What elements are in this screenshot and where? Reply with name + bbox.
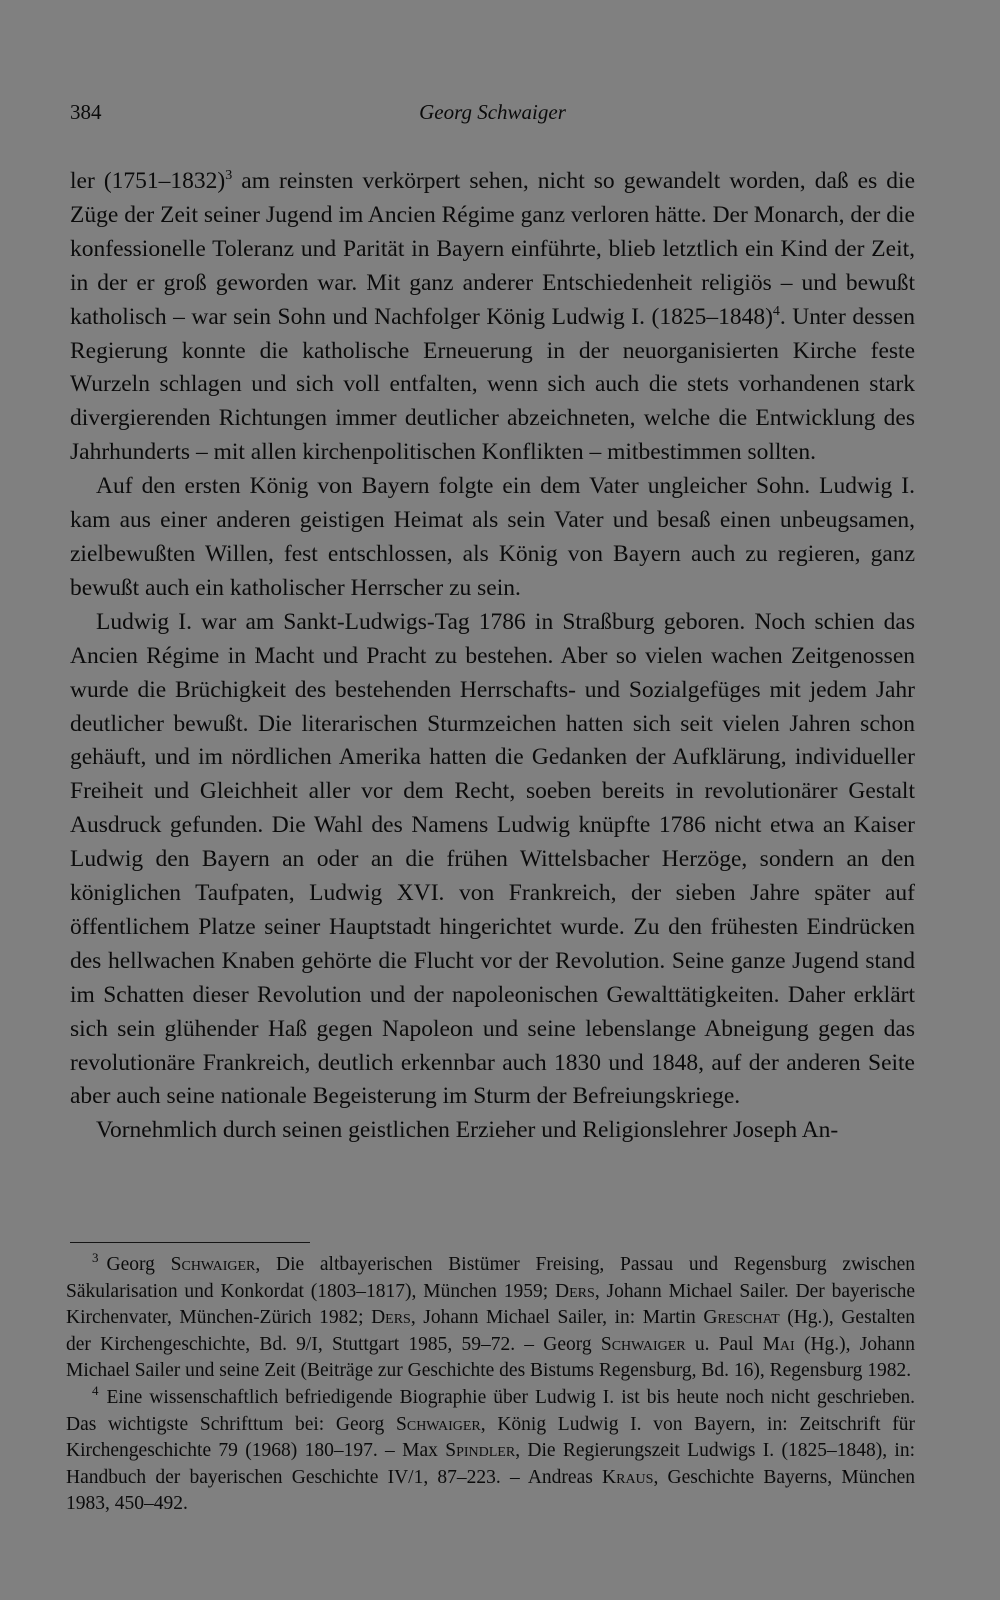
footnote-number: 4 [92,1382,99,1398]
footnote-text-run: , Die Regierungszeit Ludwigs I. (1825–1848), in: Handbuch der bayerischen Geschichte IV/1, 87–223. – Andreas [66,1440,915,1488]
author-name: Kraus [602,1466,654,1488]
main-text [70,165,915,1148]
author-name: Schwaiger [396,1413,481,1435]
author-name: Schwaiger [170,1254,256,1275]
footnote-text-run: , König Ludwig I. von Bayern, in: Zeitschrift für Kirchengeschichte 79 (1968) 180–197. – Max [66,1413,915,1462]
footnote-text-run: , Johann Michael Sailer, in: Martin [410,1307,704,1329]
footnote-text-run: , Johann Michael Sailer. Der bayerische Kirchenvater, München-Zürich 1982; [66,1280,915,1329]
page-header [70,100,915,134]
footnote-text [66,1387,915,1514]
footnote-3 [66,1252,915,1385]
author-name: Ders [371,1307,411,1329]
footnote-text-run: u. Paul [685,1333,763,1355]
paragraph-1 [70,165,915,470]
author-name: Spindler [445,1440,516,1462]
footnote-number: 3 [92,1250,99,1265]
author-name: Ders [555,1280,595,1302]
footnote-text-run: (Hg.), Johann Michael Sailer und seine Zeit (Beiträge zur Geschichte des Bistums Regensburg, Bd. 16), Regensburg 1982. [66,1333,915,1382]
running-head: Georg Schwaiger [419,100,566,124]
footnote-text [66,1254,915,1381]
paragraph-4: Vornehmlich durch seinen geistlichen Erzieher und Religionslehrer Joseph An- [96,1117,839,1144]
footnote-rule [70,1242,310,1243]
footnote-text-run: Eine wissenschaftlich befriedigende Biographie über Ludwig I. ist bis heute noch nicht geschrieben. Das wichtigste Schrifttum bei: Georg [66,1386,915,1435]
author-name: Mai [762,1333,795,1355]
footnotes [66,1252,915,1518]
footnote-text-run: , Geschichte Bayerns, München 1983, 450–492. [66,1466,915,1515]
paragraph-3: Ludwig I. war am Sankt-Ludwigs-Tag 1786 in Straßburg geboren. Noch schien das Ancien Régime in Macht und Pracht zu bestehen. Aber so vielen wachen Zeitgenossen wurde die Brüchigkeit des bestehenden Herrschafts- und Sozialgefüges mit jedem Jahr deutlicher bewußt. Die literarischen Sturmzeichen hatten sich seit vielen Jahren schon gehäuft, und im nördlichen Amerika hatten die Gedanken der Aufklärung, individueller Freiheit und Gleichheit aller vor dem Recht, soeben bereits in revolutionärer Gestalt Ausdruck gefunden. Die Wahl des Namens Ludwig knüpfte 1786 nicht etwa an Kaiser Ludwig den Bayern an oder an die frühen Wittelsbacher Herzöge, sondern an den königlichen Taufpaten, Ludwig XVI. von Frankreich, der sieben Jahre später auf öffentlichem Platze seiner Hauptstadt hingerichtet wurde. Zu den frühesten Eindrücken des hellwachen Knaben gehörte die Flucht vor der Revolution. Seine ganze Jugend stand im Schatten dieser Revolution und der napoleonischen Gewalttätigkeiten. Daher erklärt sich sein glühender Haß gegen Napoleon und seine lebenslange Abneigung gegen das revolutionäre Frankreich, deutlich erkennbar auch 1830 und 1848, auf der anderen Seite aber auch seine nationale Begeisterung im Sturm der Befreiungskriege. [70,608,915,1110]
paragraph-1-part-b: am reinsten verkörpert sehen, nicht so gewandelt worden, daß es die Züge der Zeit seiner Jugend im Ancien Régime ganz verloren hätte. Der Monarch, der die konfessionelle Toleranz und Parität in Bayern einführte, blieb letztlich ein Kind der Zeit, in der er groß geworden war. Mit ganz anderer Entschiedenheit religiös – und bewußt katholisch – war sein Sohn und Nachfolger König Ludwig I. (1825–1848) [70,168,916,330]
author-name: Schwaiger [600,1333,686,1355]
footnote-4 [66,1382,915,1518]
footnote-ref-4: 4 [772,303,780,319]
author-name: Greschat [703,1307,780,1329]
paragraph-2: Auf den ersten König von Bayern folgte ein dem Vater ungleicher Sohn. Ludwig I. kam aus einer anderen geistigen Heimat als sein Vater und besaß einen unbeugsamen, zielbewußten Willen, fest entschlossen, als König von Bayern auch zu regieren, ganz bewußt auch ein katholischer Herrscher zu sein. [70,473,915,601]
page-number: 384 [70,100,102,124]
paragraph-1-part-c: . Unter dessen Regierung konnte die katholische Erneuerung in der neuorganisierten Kirche feste Wurzeln schlagen und sich voll entfalten, wenn sich auch die stets vorhandenen stark divergierenden Richtungen immer deutlicher abzeichneten, welche die Entwicklung des Jahrhunderts – mit allen kirchenpolitischen Konflikten – mitbestimmen sollten. [70,303,915,466]
footnote-text-run: (Hg.), Gestalten der Kirchengeschichte, Bd. 9/I, Stuttgart 1985, 59–72. – Georg [66,1307,915,1355]
footnote-ref-3: 3 [225,168,233,183]
footnote-text-run: , Die altbayerischen Bistümer Freising, Passau und Regensburg zwischen Säkularisation und Konkordat (1803–1817), München 1959; [66,1254,915,1302]
paragraph-1-part-a: ler (1751–1832) [70,168,226,194]
footnote-text-run: Georg [106,1254,171,1275]
